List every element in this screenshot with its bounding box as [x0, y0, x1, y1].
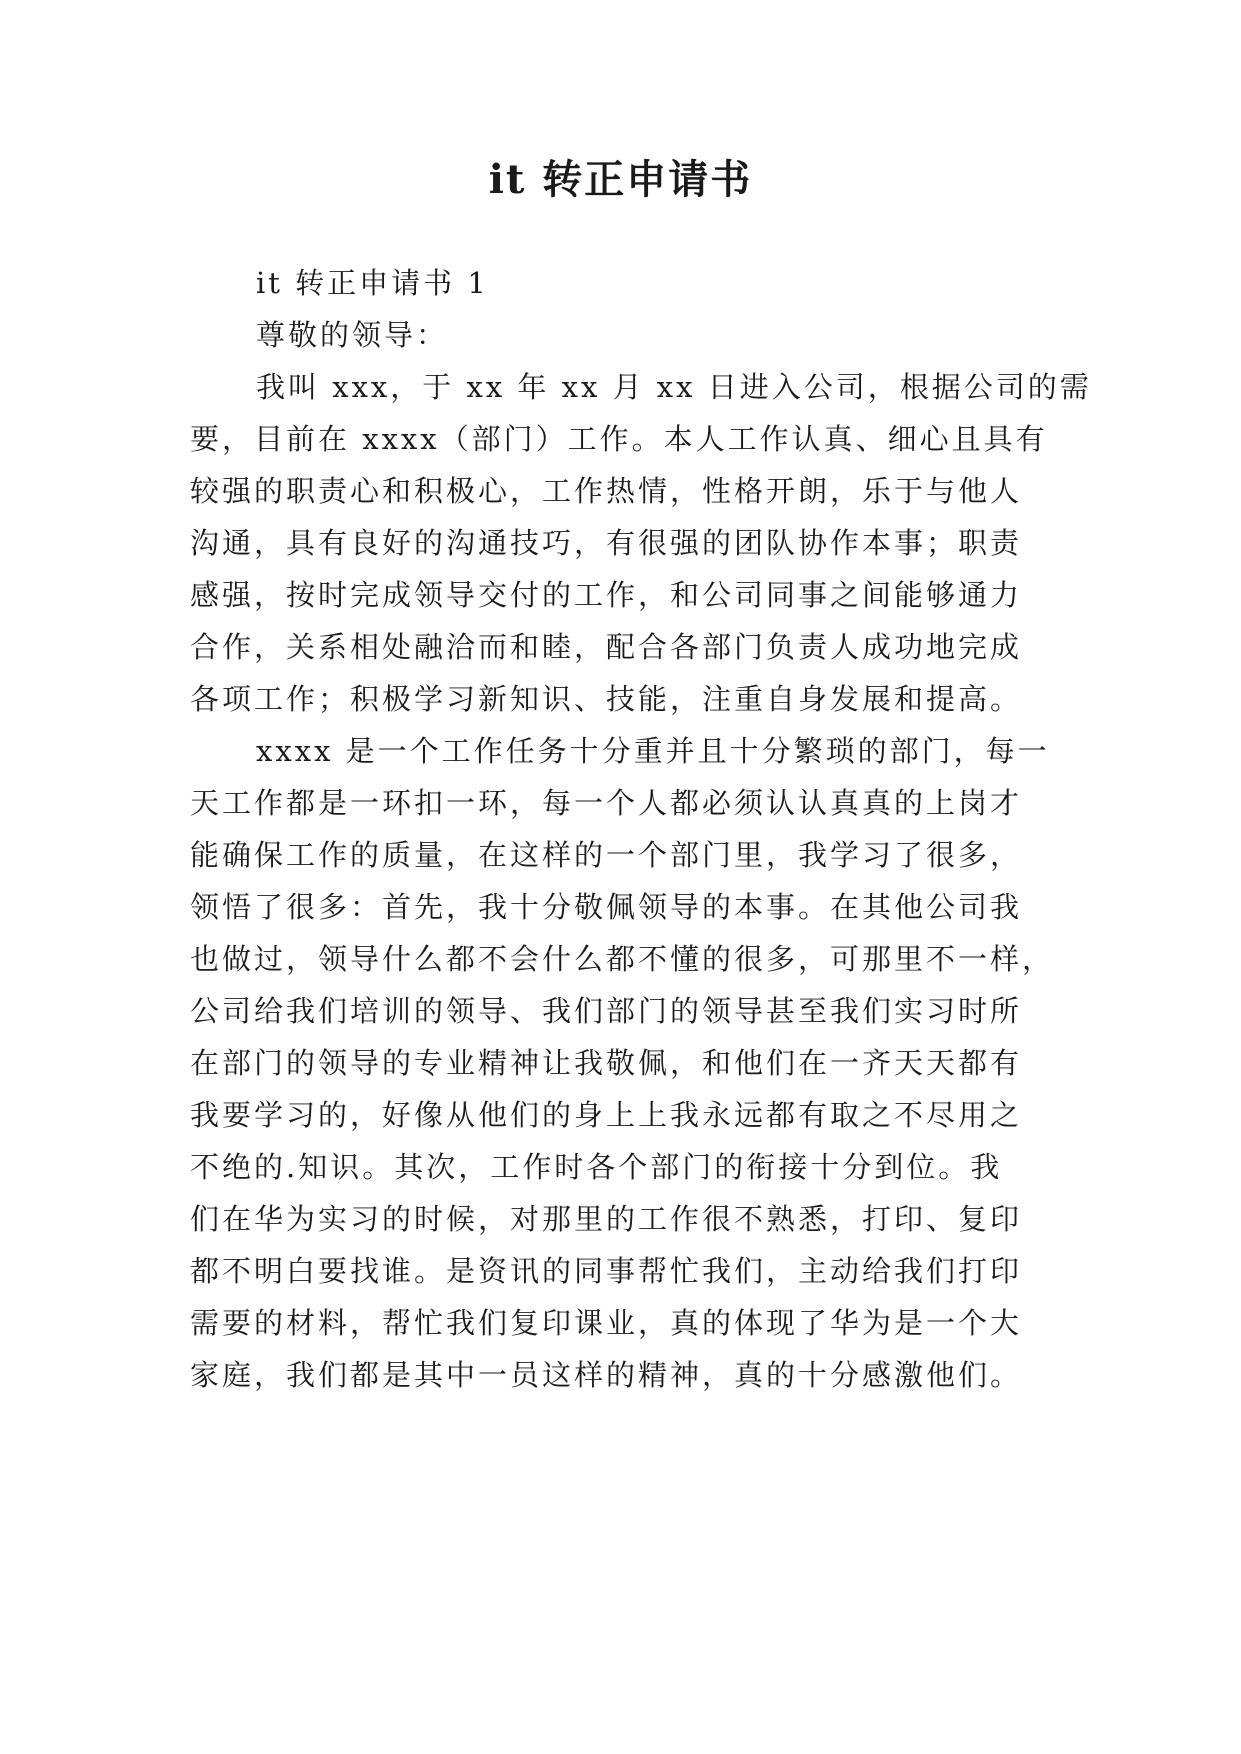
paragraph-line: 感强，按时完成领导交付的工作，和公司同事之间能够通力 [190, 578, 1023, 612]
document-title: it 转正申请书 [488, 156, 753, 203]
paragraph-line: 也做过，领导什么都不会什么都不懂的很多，可那里不一样， [190, 942, 1055, 976]
paragraph-line: 各项工作；积极学习新知识、技能，注重自身发展和提高。 [190, 682, 1023, 716]
paragraph-line: 在部门的领导的专业精神让我敬佩，和他们在一齐天天都有 [190, 1046, 1023, 1080]
paragraph-line: 们在华为实习的时候，对那里的工作很不熟悉，打印、复印 [190, 1202, 1023, 1236]
paragraph-line: 我要学习的，好像从他们的身上上我永远都有取之不尽用之 [190, 1098, 1023, 1132]
salutation: 尊敬的领导： [256, 318, 449, 352]
paragraph-line: 沟通，具有良好的沟通技巧，有很强的团队协作本事；职责 [190, 526, 1023, 560]
paragraph-line: 公司给我们培训的领导、我们部门的领导甚至我们实习时所 [190, 994, 1023, 1028]
paragraph-line: 我叫 xxx，于 xx 年 xx 月 xx 日进入公司，根据公司的需 [256, 370, 1092, 404]
paragraph-line: xxxx 是一个工作任务十分重并且十分繁琐的部门，每一 [256, 734, 1050, 768]
paragraph-line: 不绝的.知识。其次，工作时各个部门的衔接十分到位。我 [190, 1150, 1003, 1184]
paragraph-line: 家庭，我们都是其中一员这样的精神，真的十分感激他们。 [190, 1358, 1023, 1392]
paragraph-line: 需要的材料，帮忙我们复印课业，真的体现了华为是一个大 [190, 1306, 1023, 1340]
section-heading: it 转正申请书 1 [256, 266, 489, 300]
paragraph-line: 能确保工作的质量，在这样的一个部门里，我学习了很多， [190, 838, 1023, 872]
paragraph-line: 要，目前在 xxxx（部门）工作。本人工作认真、细心且具有 [190, 422, 1048, 456]
paragraph-line: 领悟了很多：首先，我十分敬佩领导的本事。在其他公司我 [190, 890, 1023, 924]
paragraph-line: 较强的职责心和积极心，工作热情，性格开朗，乐于与他人 [190, 474, 1023, 508]
paragraph-line: 都不明白要找谁。是资讯的同事帮忙我们，主动给我们打印 [190, 1254, 1023, 1288]
paragraph-line: 天工作都是一环扣一环，每一个人都必须认认真真的上岗才 [190, 786, 1023, 820]
paragraph-line: 合作，关系相处融洽而和睦，配合各部门负责人成功地完成 [190, 630, 1023, 664]
